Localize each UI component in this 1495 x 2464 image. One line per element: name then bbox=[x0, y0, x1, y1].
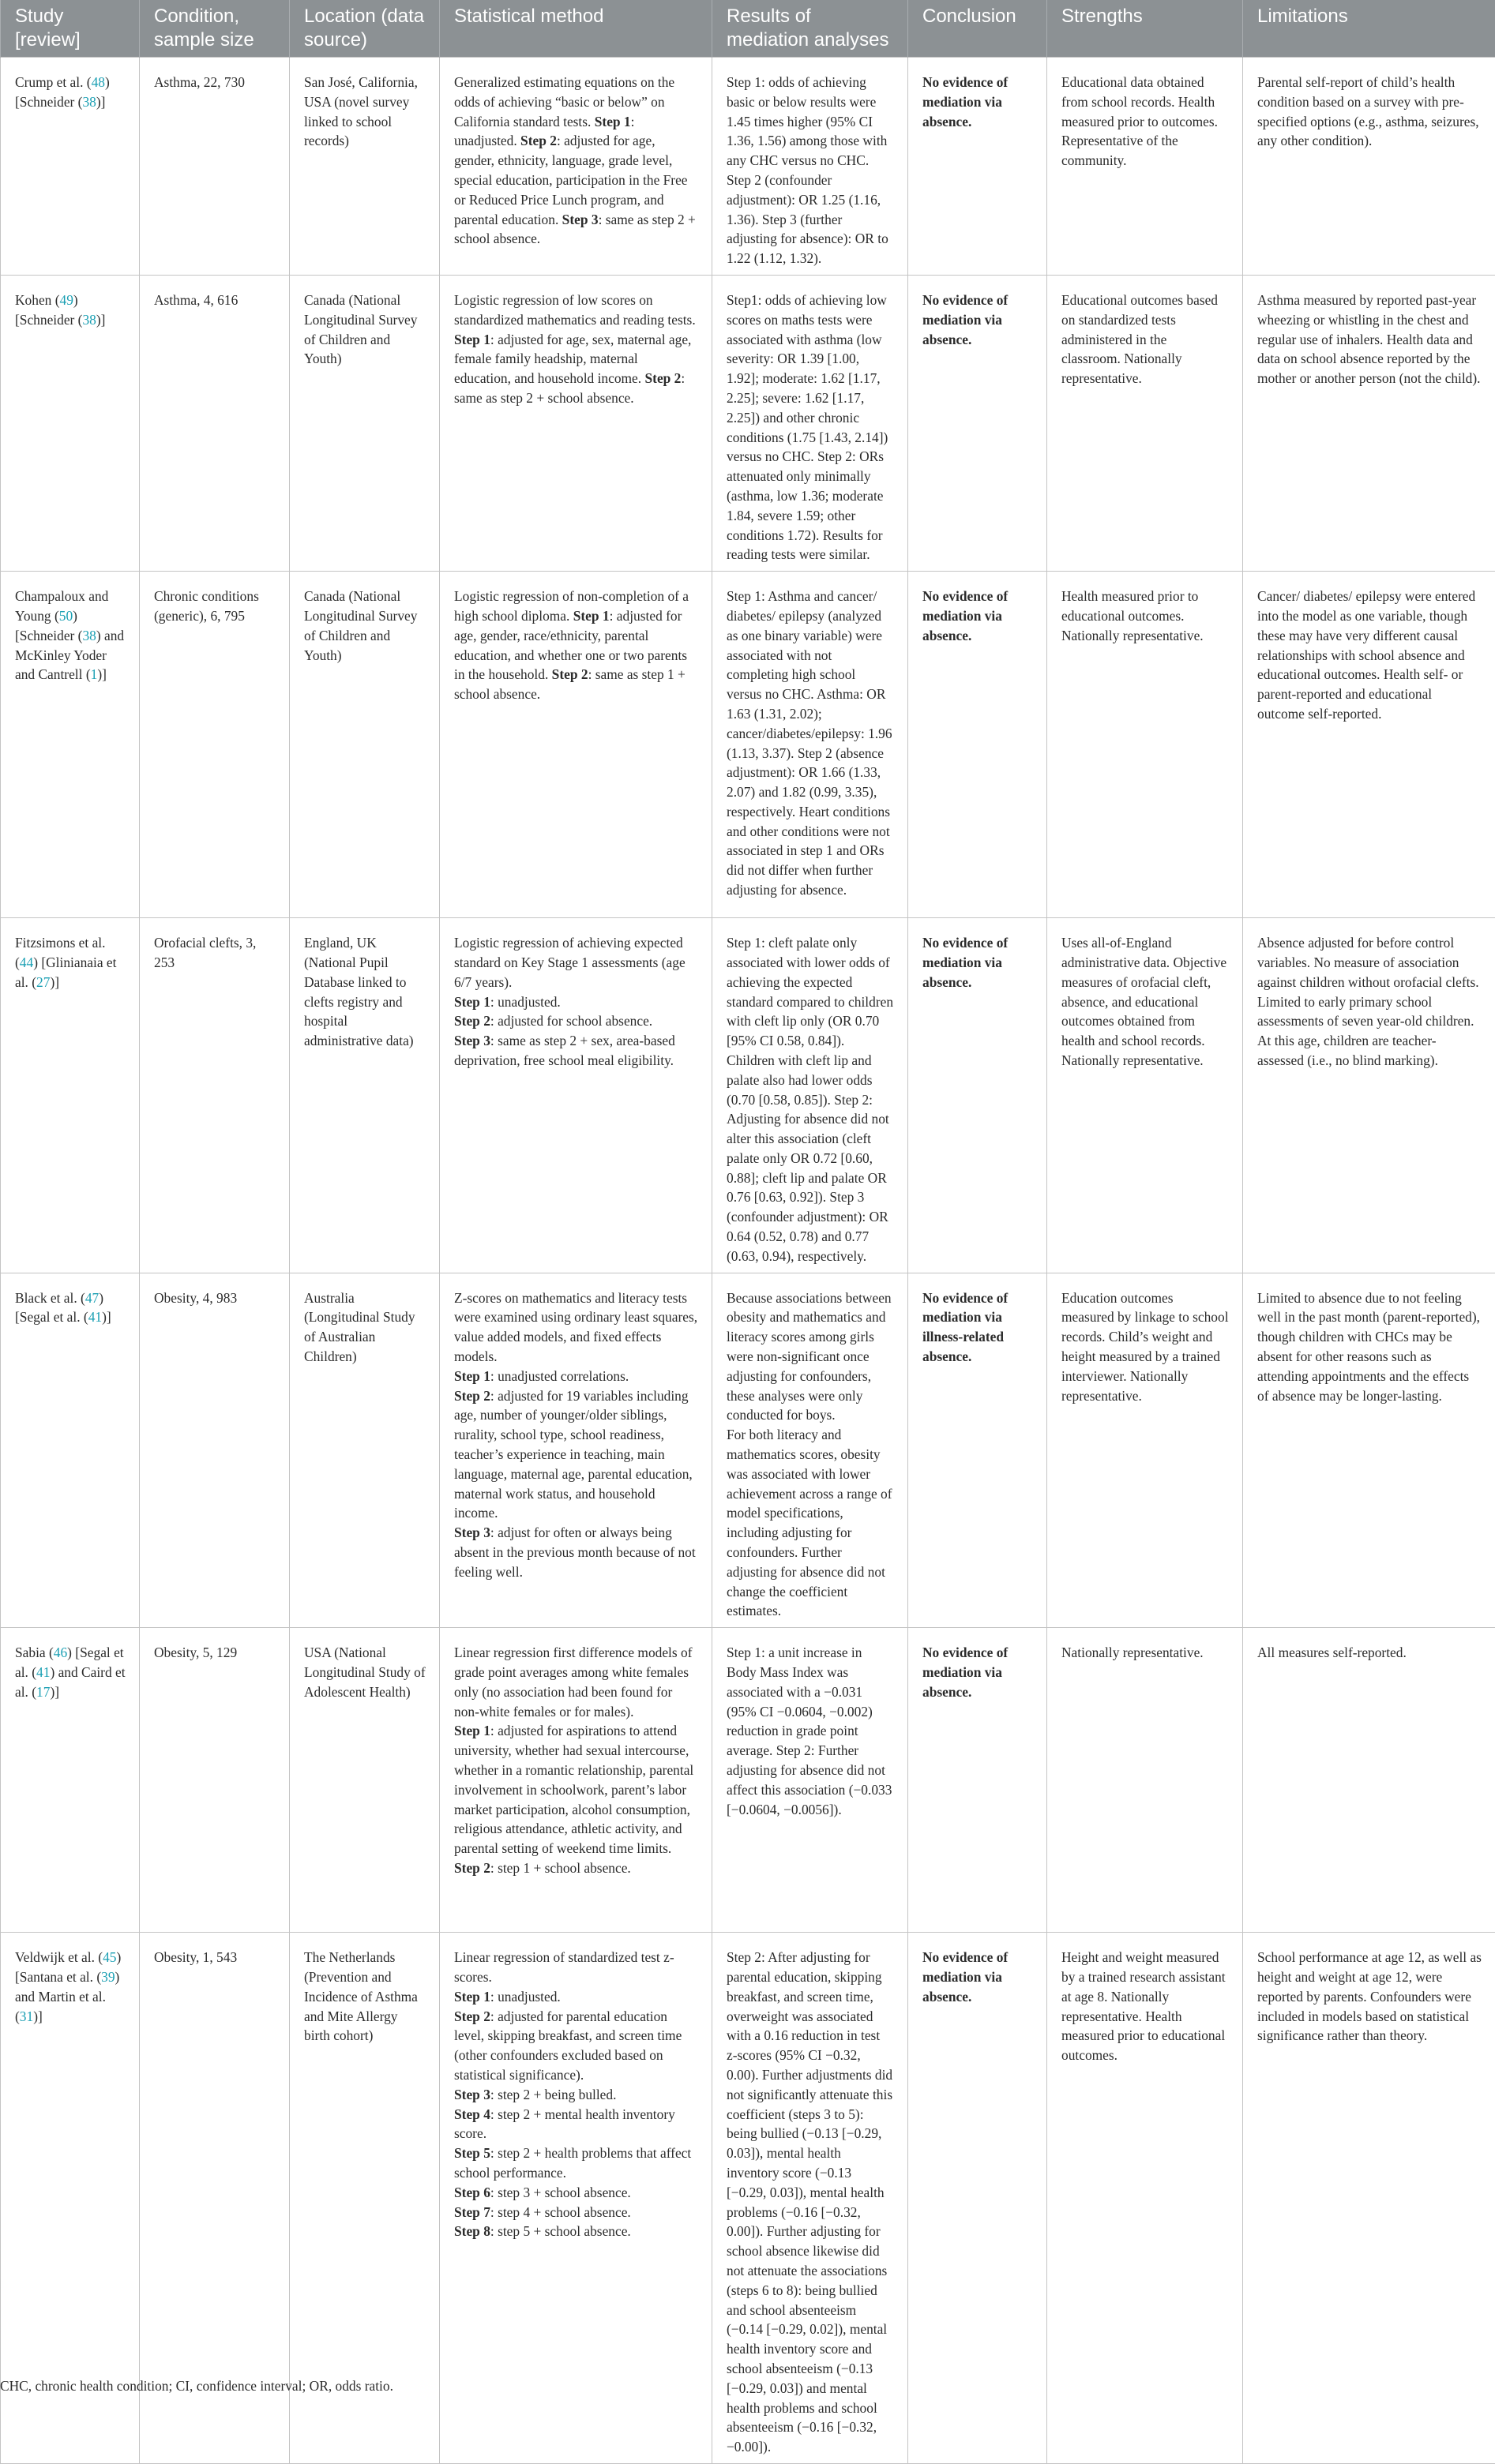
conclusion-cell: No evidence of mediation via illness-related absence. bbox=[908, 1273, 1047, 1628]
conclusion-cell: No evidence of mediation via absence. bbox=[908, 58, 1047, 276]
method-cell bbox=[440, 275, 712, 571]
text-segment: : adjusted for 19 variables including age, number of younger/older siblings, rurality, school type, school readiness, teacher’s experience in teaching, main language, maternal age, parental education, maternal work status, and household income. bbox=[454, 1388, 693, 1521]
limitations-cell: Absence adjusted for before control variables. No measure of association against children without orofacial clefts. Limited to early primary school assessments of seven year-old children. At this age, children are teacher-assessed (i.e., no blind marking). bbox=[1243, 918, 1495, 1273]
location-cell: Canada (National Longitudinal Survey of Children and Youth) bbox=[290, 572, 440, 918]
step-label: Step 2 bbox=[454, 1013, 490, 1029]
text-segment: : adjusted for age, gender, race/ethnicity, parental education, and whether one or two parents in the household. bbox=[454, 608, 687, 682]
text-segment: : adjusted for aspirations to attend university, whether had sexual intercourse, whether in a romantic relationship, parental involvement in schoolwork, parent’s labor market participation, alcohol consumption, religious attendance, athletic activity, and parental setting of weekend time limits. bbox=[454, 1723, 693, 1856]
reference-link[interactable]: 1 bbox=[91, 666, 98, 682]
study-cell bbox=[1, 572, 140, 918]
table-body bbox=[1, 58, 1495, 2464]
text-segment: : adjusted for parental education level, skipping breakfast, and screen time (other confounders excluded based on statistical significance). bbox=[454, 2008, 682, 2083]
text-segment: ) [Segal et al. ( bbox=[15, 1645, 124, 1680]
text-segment: )] bbox=[33, 2008, 43, 2024]
text-segment: ) [Santana et al. ( bbox=[15, 1949, 121, 1985]
reference-link[interactable]: 17 bbox=[36, 1684, 50, 1700]
step-label: Step 5 bbox=[454, 2145, 490, 2161]
text-segment: : step 5 + school absence. bbox=[490, 2223, 631, 2239]
results-cell: Step 2: After adjusting for parental education, skipping breakfast, and screen time, overweight was associated with a 0.16 reduction in test z-scores (95% CI −0.32, 0.00). Further adjustments did not significantly attenuate this coefficient (steps 3 to 5): being bullied (−0.13 [−0.29, 0.03]), mental health inventory score (−0.13 [−0.29, 0.03]), mental health problems (−0.16 [−0.32, 0.00]). Further adjusting for school absence likewise did not attenuate the associations (steps 6 to 8): being bullied and school absenteeism (−0.14 [−0.29, 0.02]), mental health inventory score and school absenteeism (−0.13 [−0.29, 0.03]) and mental health problems and school absenteeism (−0.16 [−0.32, −0.00]). bbox=[712, 1933, 908, 2464]
text-segment: Kohen ( bbox=[15, 292, 60, 308]
text-segment: : unadjusted. bbox=[490, 1989, 561, 2005]
text-segment: Generalized estimating equations on the odds of achieving “basic or below” on California standard tests. bbox=[454, 74, 674, 129]
step-label: Step 2 bbox=[552, 666, 588, 682]
reference-link[interactable]: 38 bbox=[82, 312, 96, 328]
text-segment: )] bbox=[96, 312, 106, 328]
text-segment: ) and McKinley Yoder and Cantrell ( bbox=[15, 628, 124, 683]
step-label: Step 1 bbox=[454, 1368, 490, 1384]
reference-link[interactable]: 46 bbox=[54, 1645, 67, 1660]
header-conclusion: Conclusion bbox=[908, 0, 1047, 58]
strengths-cell: Educational data obtained from school records. Health measured prior to outcomes. Representative of the community. bbox=[1047, 58, 1243, 276]
text-segment: : same as step 1 + school absence. bbox=[454, 666, 686, 702]
text-segment: Logistic regression of achieving expected standard on Key Stage 1 assessments (age 6/7 years). bbox=[454, 935, 686, 990]
study-cell bbox=[1, 1628, 140, 1933]
reference-link[interactable]: 45 bbox=[103, 1949, 116, 1965]
text-segment: ) and Martin et al. ( bbox=[15, 1969, 119, 2024]
text-segment: Veldwijk et al. ( bbox=[15, 1949, 103, 1965]
table-row bbox=[1, 572, 1495, 918]
text-segment: )] bbox=[50, 974, 59, 990]
method-cell bbox=[440, 918, 712, 1273]
condition-cell: Asthma, 22, 730 bbox=[140, 58, 290, 276]
condition-cell: Chronic conditions (generic), 6, 795 bbox=[140, 572, 290, 918]
step-label: Step 2 bbox=[644, 370, 681, 386]
header-method: Statistical method bbox=[440, 0, 712, 58]
step-label: Step 3 bbox=[454, 2087, 490, 2102]
location-cell: The Netherlands (Prevention and Incidence of Asthma and Mite Allergy birth cohort) bbox=[290, 1933, 440, 2464]
condition-cell: Asthma, 4, 616 bbox=[140, 275, 290, 571]
text-segment: )] bbox=[96, 94, 106, 110]
method-cell bbox=[440, 58, 712, 276]
step-label: Step 3 bbox=[454, 1033, 490, 1048]
header-strengths: Strengths bbox=[1047, 0, 1243, 58]
text-segment: : step 3 + school absence. bbox=[490, 2185, 631, 2200]
reference-link[interactable]: 39 bbox=[101, 1969, 115, 1985]
text-segment: ) [Schneider ( bbox=[15, 74, 110, 110]
text-segment: : adjusted for age, gender, ethnicity, language, grade level, special education, participation in the Free or Reduced Price Lunch program, and parental education. bbox=[454, 133, 688, 227]
text-segment: ) [Segal et al. ( bbox=[15, 1290, 103, 1326]
condition-cell: Obesity, 5, 129 bbox=[140, 1628, 290, 1933]
step-label: Step 1 bbox=[454, 1723, 490, 1738]
conclusion-cell: No evidence of mediation via absence. bbox=[908, 572, 1047, 918]
strengths-cell: Education outcomes measured by linkage to school records. Child’s weight and height measured by a trained interviewer. Nationally representative. bbox=[1047, 1273, 1243, 1628]
step-label: Step 1 bbox=[454, 332, 490, 347]
step-label: Step 2 bbox=[520, 133, 557, 148]
text-segment: : step 2 + mental health inventory score. bbox=[454, 2106, 675, 2142]
limitations-cell: Cancer/ diabetes/ epilepsy were entered into the model as one variable, though these may have very different causal relationships with school absence and educational outcomes. Health self- or parent-reported and educational outcome self-reported. bbox=[1243, 572, 1495, 918]
study-cell bbox=[1, 275, 140, 571]
step-label: Step 1 bbox=[454, 1989, 490, 2005]
table-row bbox=[1, 918, 1495, 1273]
reference-link[interactable]: 50 bbox=[59, 608, 73, 624]
table-row bbox=[1, 58, 1495, 276]
condition-cell: Obesity, 1, 543 bbox=[140, 1933, 290, 2464]
limitations-cell: Asthma measured by reported past-year wheezing or whistling in the chest and regular use of inhalers. Health data and data on school absence reported by the mother or another person (not the child). bbox=[1243, 275, 1495, 571]
step-label: Step 3 bbox=[562, 212, 599, 227]
strengths-cell: Height and weight measured by a trained research assistant at age 8. Nationally representative. Health measured prior to educational outcomes. bbox=[1047, 1933, 1243, 2464]
results-cell: Step 1: odds of achieving basic or below results were 1.45 times higher (95% CI 1.36, 1.56) among those with any CHC versus no CHC. Step 2 (confounder adjustment): OR 1.25 (1.16, 1.36). Step 3 (further adjusting for absence): OR to 1.22 (1.12, 1.32). bbox=[712, 58, 908, 276]
location-cell: San José, California, USA (novel survey linked to school records) bbox=[290, 58, 440, 276]
reference-link[interactable]: 27 bbox=[36, 974, 50, 990]
reference-link[interactable]: 31 bbox=[20, 2008, 33, 2024]
step-label: Step 1 bbox=[454, 994, 490, 1010]
results-cell: Step 1: a unit increase in Body Mass Index was associated with a −0.031 (95% CI −0.0604, −0.002) reduction in grade point average. Step 2: Further adjusting for absence did not affect this association (−0.033 [−0.0604, −0.0056]). bbox=[712, 1628, 908, 1933]
text-segment: Champaloux and Young ( bbox=[15, 588, 108, 624]
strengths-cell: Nationally representative. bbox=[1047, 1628, 1243, 1933]
text-segment: : step 2 + health problems that affect school performance. bbox=[454, 2145, 691, 2181]
conclusion-cell: No evidence of mediation via absence. bbox=[908, 1628, 1047, 1933]
limitations-cell: Parental self-report of child’s health condition based on a survey with pre-specified options (e.g., asthma, seizures, any other condition). bbox=[1243, 58, 1495, 276]
text-segment: Logistic regression of low scores on standardized mathematics and reading tests. bbox=[454, 292, 696, 328]
text-segment: Crump et al. ( bbox=[15, 74, 92, 90]
reference-link[interactable]: 44 bbox=[20, 954, 33, 970]
text-segment: : unadjusted. bbox=[454, 114, 634, 149]
limitations-cell: Limited to absence due to not feeling well in the past month (parent-reported), though children with CHCs may be absent for other reasons such as attending appointments and the effects of absence may be longer-lasting. bbox=[1243, 1273, 1495, 1628]
text-segment: : same as step 2 + school absence. bbox=[454, 212, 696, 247]
study-cell bbox=[1, 1273, 140, 1628]
location-cell: USA (National Longitudinal Study of Adolescent Health) bbox=[290, 1628, 440, 1933]
condition-cell: Obesity, 4, 983 bbox=[140, 1273, 290, 1628]
step-label: Step 1 bbox=[595, 114, 631, 129]
text-segment: ) and Caird et al. ( bbox=[15, 1664, 126, 1700]
text-segment: : step 4 + school absence. bbox=[490, 2204, 631, 2220]
condition-cell: Orofacial clefts, 3, 253 bbox=[140, 918, 290, 1273]
reference-link[interactable]: 41 bbox=[36, 1664, 50, 1680]
strengths-cell: Educational outcomes based on standardized tests administered in the classroom. Nationally representative. bbox=[1047, 275, 1243, 571]
text-segment: : step 1 + school absence. bbox=[490, 1860, 631, 1876]
step-label: Step 1 bbox=[573, 608, 610, 624]
header-location: Location (data source) bbox=[290, 0, 440, 58]
text-segment: : same as step 2 + sex, area-based deprivation, free school meal eligibility. bbox=[454, 1033, 675, 1068]
reference-link[interactable]: 38 bbox=[82, 94, 96, 110]
table-footnote: CHC, chronic health condition; CI, confidence interval; OR, odds ratio. bbox=[0, 2378, 393, 2395]
text-segment: )] bbox=[102, 1309, 111, 1325]
text-segment: )] bbox=[50, 1684, 59, 1700]
text-segment: : unadjusted correlations. bbox=[490, 1368, 629, 1384]
table-row bbox=[1, 1273, 1495, 1628]
text-segment: ) [Glinianaia et al. ( bbox=[15, 954, 116, 990]
limitations-cell: All measures self-reported. bbox=[1243, 1628, 1495, 1933]
header-results: Results of mediation analyses bbox=[712, 0, 908, 58]
study-cell bbox=[1, 918, 140, 1273]
text-segment: : adjust for often or always being absent in the previous month because of not feeling well. bbox=[454, 1525, 696, 1580]
text-segment: Linear regression of standardized test z-scores. bbox=[454, 1949, 674, 1985]
step-label: Step 2 bbox=[454, 1860, 490, 1876]
text-segment: : adjusted for school absence. bbox=[490, 1013, 652, 1029]
step-label: Step 3 bbox=[454, 1525, 490, 1540]
header-row bbox=[1, 0, 1495, 58]
header-condition: Condition, sample size bbox=[140, 0, 290, 58]
strengths-cell: Health measured prior to educational outcomes. Nationally representative. bbox=[1047, 572, 1243, 918]
conclusion-cell: No evidence of mediation via absence. bbox=[908, 1933, 1047, 2464]
text-segment: Black et al. ( bbox=[15, 1290, 85, 1306]
reference-link[interactable]: 47 bbox=[85, 1290, 99, 1306]
strengths-cell: Uses all-of-England administrative data. Objective measures of orofacial cleft, absence, and educational outcomes obtained from health and school records. Nationally representative. bbox=[1047, 918, 1243, 1273]
step-label: Step 8 bbox=[454, 2223, 490, 2239]
method-cell bbox=[440, 1628, 712, 1933]
text-segment: Fitzsimons et al. ( bbox=[15, 935, 105, 970]
table-row bbox=[1, 275, 1495, 571]
reference-link[interactable]: 38 bbox=[82, 628, 96, 643]
header-study: Study [review] bbox=[1, 0, 140, 58]
text-segment: Sabia ( bbox=[15, 1645, 54, 1660]
step-label: Step 4 bbox=[454, 2106, 490, 2122]
table-row bbox=[1, 1628, 1495, 1933]
results-cell: Step1: odds of achieving low scores on maths tests were associated with asthma (low severity: OR 1.39 [1.00, 1.92]; moderate: 1.62 [1.17, 2.25]; severe: 1.62 [1.17, 2.25]) and other chronic conditions (1.75 [1.43, 2.14]) versus no CHC. Step 2: ORs attenuated only minimally (asthma, low 1.36; moderate 1.84, severe 1.59; other conditions 1.72). Results for reading tests were similar. bbox=[712, 275, 908, 571]
step-label: Step 2 bbox=[454, 1388, 490, 1404]
text-segment: ) [Schneider ( bbox=[15, 608, 82, 643]
results-cell: Step 1: cleft palate only associated with lower odds of achieving the expected standard compared to children with cleft lip only (OR 0.70 [95% CI 0.58, 0.84]). Children with cleft lip and palate also had lower odds (0.70 [0.58, 0.85]). Step 2: Adjusting for absence did not alter this association (cleft palate only OR 0.72 [0.60, 0.88]; cleft lip and palate OR 0.76 [0.63, 0.92]). Step 3 (confounder adjustment): OR 0.64 (0.52, 0.78) and 0.77 (0.63, 0.94), respectively. bbox=[712, 918, 908, 1273]
step-label: Step 2 bbox=[454, 2008, 490, 2024]
text-segment: : unadjusted. bbox=[490, 994, 561, 1010]
location-cell: Australia (Longitudinal Study of Australian Children) bbox=[290, 1273, 440, 1628]
limitations-cell: School performance at age 12, as well as height and weight at age 12, were reported by parents. Confounders were included in models based on statistical significance rather than theory. bbox=[1243, 1933, 1495, 2464]
results-cell: Step 1: Asthma and cancer/ diabetes/ epilepsy (analyzed as one binary variable) were associated with not completing high school versus no CHC. Asthma: OR 1.63 (1.31, 2.02); cancer/diabetes/epilepsy: 1.96 (1.13, 3.37). Step 2 (absence adjustment): OR 1.66 (1.33, 2.07) and 1.82 (0.99, 3.35), respectively. Heart conditions and other conditions were not associated in step 1 and ORs did not differ when further adjusting for absence. bbox=[712, 572, 908, 918]
results-cell: Because associations between obesity and mathematics and literacy scores among girls were non-significant once adjusting for confounders, these analyses were only conducted for boys. For both literacy and mathematics scores, obesity was associated with lower achievement across a range of model specifications, including adjusting for confounders. Further adjusting for absence did not change the coefficient estimates. bbox=[712, 1273, 908, 1628]
text-segment: )] bbox=[97, 666, 107, 682]
reference-link[interactable]: 48 bbox=[92, 74, 105, 90]
text-segment: ) [Schneider ( bbox=[15, 292, 82, 328]
text-segment: Logistic regression of non-completion of a high school diploma. bbox=[454, 588, 689, 624]
reference-link[interactable]: 49 bbox=[60, 292, 73, 308]
method-cell bbox=[440, 1273, 712, 1628]
conclusion-cell: No evidence of mediation via absence. bbox=[908, 275, 1047, 571]
text-segment: : adjusted for age, sex, maternal age, female family headship, maternal education, and household income. bbox=[454, 332, 691, 387]
text-segment: Z-scores on mathematics and literacy tests were examined using ordinary least squares, value added models, and fixed effects models. bbox=[454, 1290, 697, 1364]
study-cell bbox=[1, 58, 140, 276]
step-label: Step 6 bbox=[454, 2185, 490, 2200]
location-cell: England, UK (National Pupil Database linked to clefts registry and hospital administrative data) bbox=[290, 918, 440, 1273]
header-limitations: Limitations bbox=[1243, 0, 1495, 58]
conclusion-cell: No evidence of mediation via absence. bbox=[908, 918, 1047, 1273]
step-label: Step 7 bbox=[454, 2204, 490, 2220]
reference-link[interactable]: 41 bbox=[88, 1309, 102, 1325]
location-cell: Canada (National Longitudinal Survey of Children and Youth) bbox=[290, 275, 440, 571]
method-cell bbox=[440, 1933, 712, 2464]
text-segment: : step 2 + being bulled. bbox=[490, 2087, 617, 2102]
text-segment: Linear regression first difference models of grade point averages among white females only (no association had been found for non-white females or for males). bbox=[454, 1645, 692, 1719]
text-segment: : same as step 2 + school absence. bbox=[454, 370, 685, 406]
method-cell bbox=[440, 572, 712, 918]
